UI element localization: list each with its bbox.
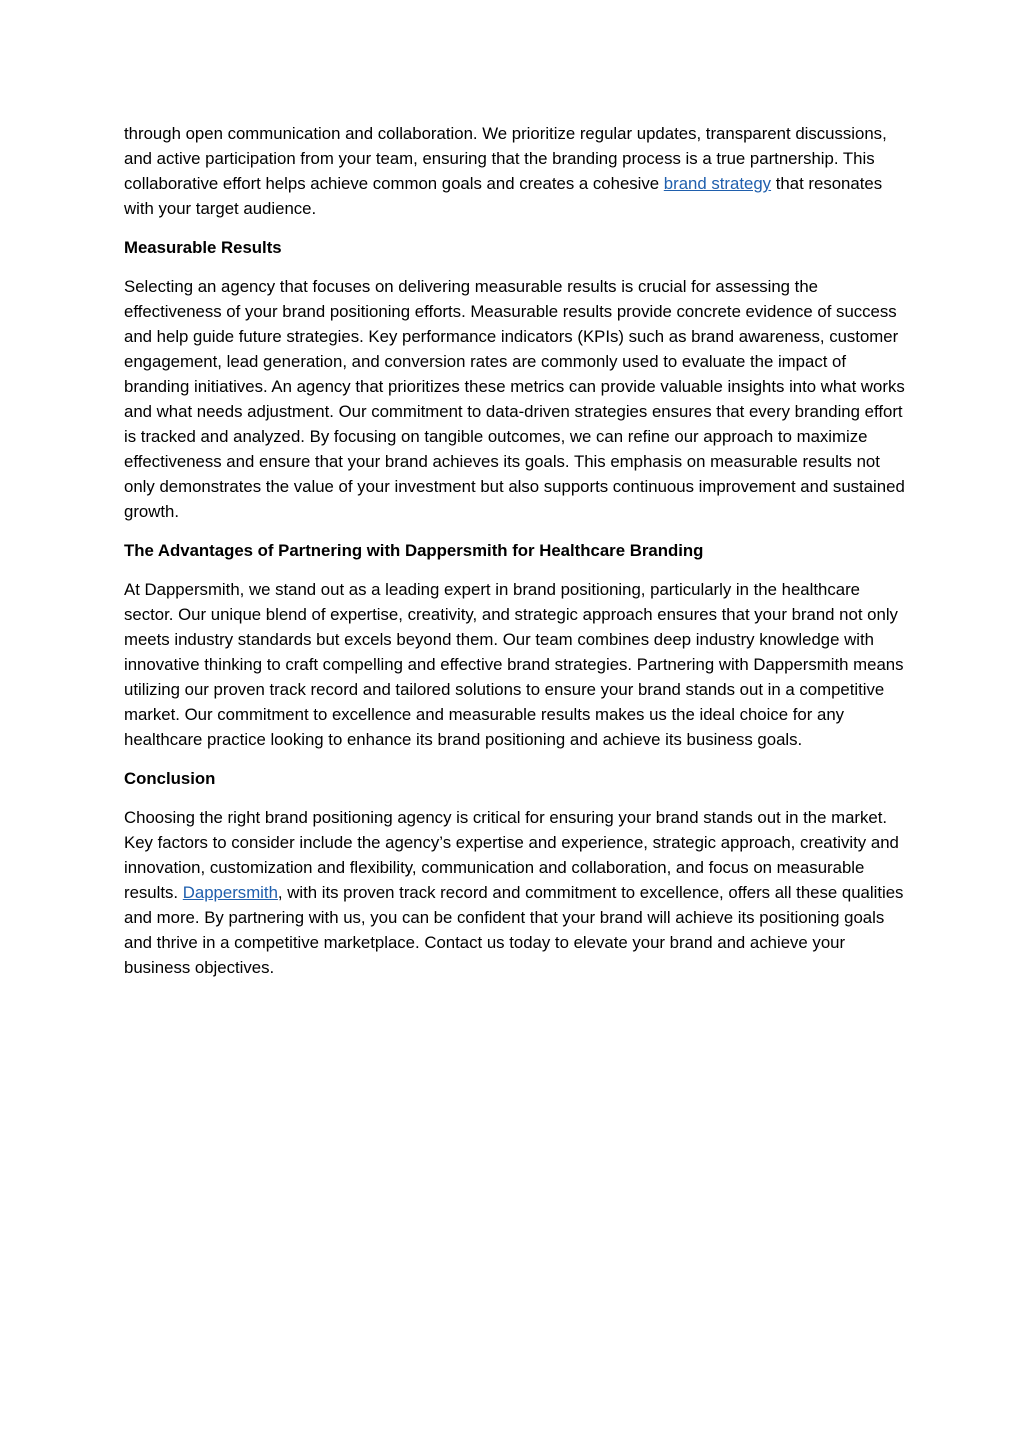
intro-text-before-link: through open communication and collaboration. We prioritize regular updates, transparent discussions, and active participation from your team, ensuring that the branding process is a true partnership. This collaborative effort helps achieve common goals and creates a cohesive <box>124 124 887 193</box>
dappersmith-link[interactable]: Dappersmith <box>182 883 278 902</box>
conclusion-text-before-link: Choosing the right brand positioning agency is critical for ensuring your brand stands out in the market. Key factors to consider include the agency’s expertise and experience, strategic approach, creativity and innovation, customization and flexibility, communication and collaboration, and focus on measurable results. <box>124 808 899 902</box>
intro-paragraph <box>124 121 910 221</box>
conclusion-paragraph <box>124 805 910 980</box>
conclusion-heading: Conclusion <box>124 769 216 788</box>
advantages-paragraph: At Dappersmith, we stand out as a leading expert in brand positioning, particularly in the healthcare sector. Our unique blend of expertise, creativity, and strategic approach ensures that your brand not only meets industry standards but excels beyond them. Our team combines deep industry knowledge with innovative thinking to craft compelling and effective brand strategies. Partnering with Dappersmith means utilizing our proven track record and tailored solutions to ensure your brand stands out in a competitive market. Our commitment to excellence and measurable results makes us the ideal choice for any healthcare practice looking to enhance its brand positioning and achieve its business goals. <box>124 580 904 749</box>
document-page <box>124 121 910 994</box>
advantages-heading: The Advantages of Partnering with Dappersmith for Healthcare Branding <box>124 541 704 560</box>
intro-text-after-link: that resonates with your target audience. <box>124 174 883 218</box>
brand-strategy-link[interactable]: brand strategy <box>663 174 772 193</box>
measurable-results-heading: Measurable Results <box>124 238 282 257</box>
measurable-results-paragraph: Selecting an agency that focuses on delivering measurable results is crucial for assessing the effectiveness of your brand positioning efforts. Measurable results provide concrete evidence of success and help guide future strategies. Key performance indicators (KPIs) such as brand awareness, customer engagement, lead generation, and conversion rates are commonly used to evaluate the impact of branding initiatives. An agency that prioritizes these metrics can provide valuable insights into what works and what needs adjustment. Our commitment to data-driven strategies ensures that every branding effort is tracked and analyzed. By focusing on tangible outcomes, we can refine our approach to maximize effectiveness and ensure that your brand achieves its goals. This emphasis on measurable results not only demonstrates the value of your investment but also supports continuous improvement and sustained growth. <box>124 277 905 521</box>
conclusion-text-after-link: , with its proven track record and commitment to excellence, offers all these qualities and more. By partnering with us, you can be confident that your brand will achieve its positioning goals and thrive in a competitive marketplace. Contact us today to elevate your brand and achieve your business objectives. <box>124 883 904 977</box>
